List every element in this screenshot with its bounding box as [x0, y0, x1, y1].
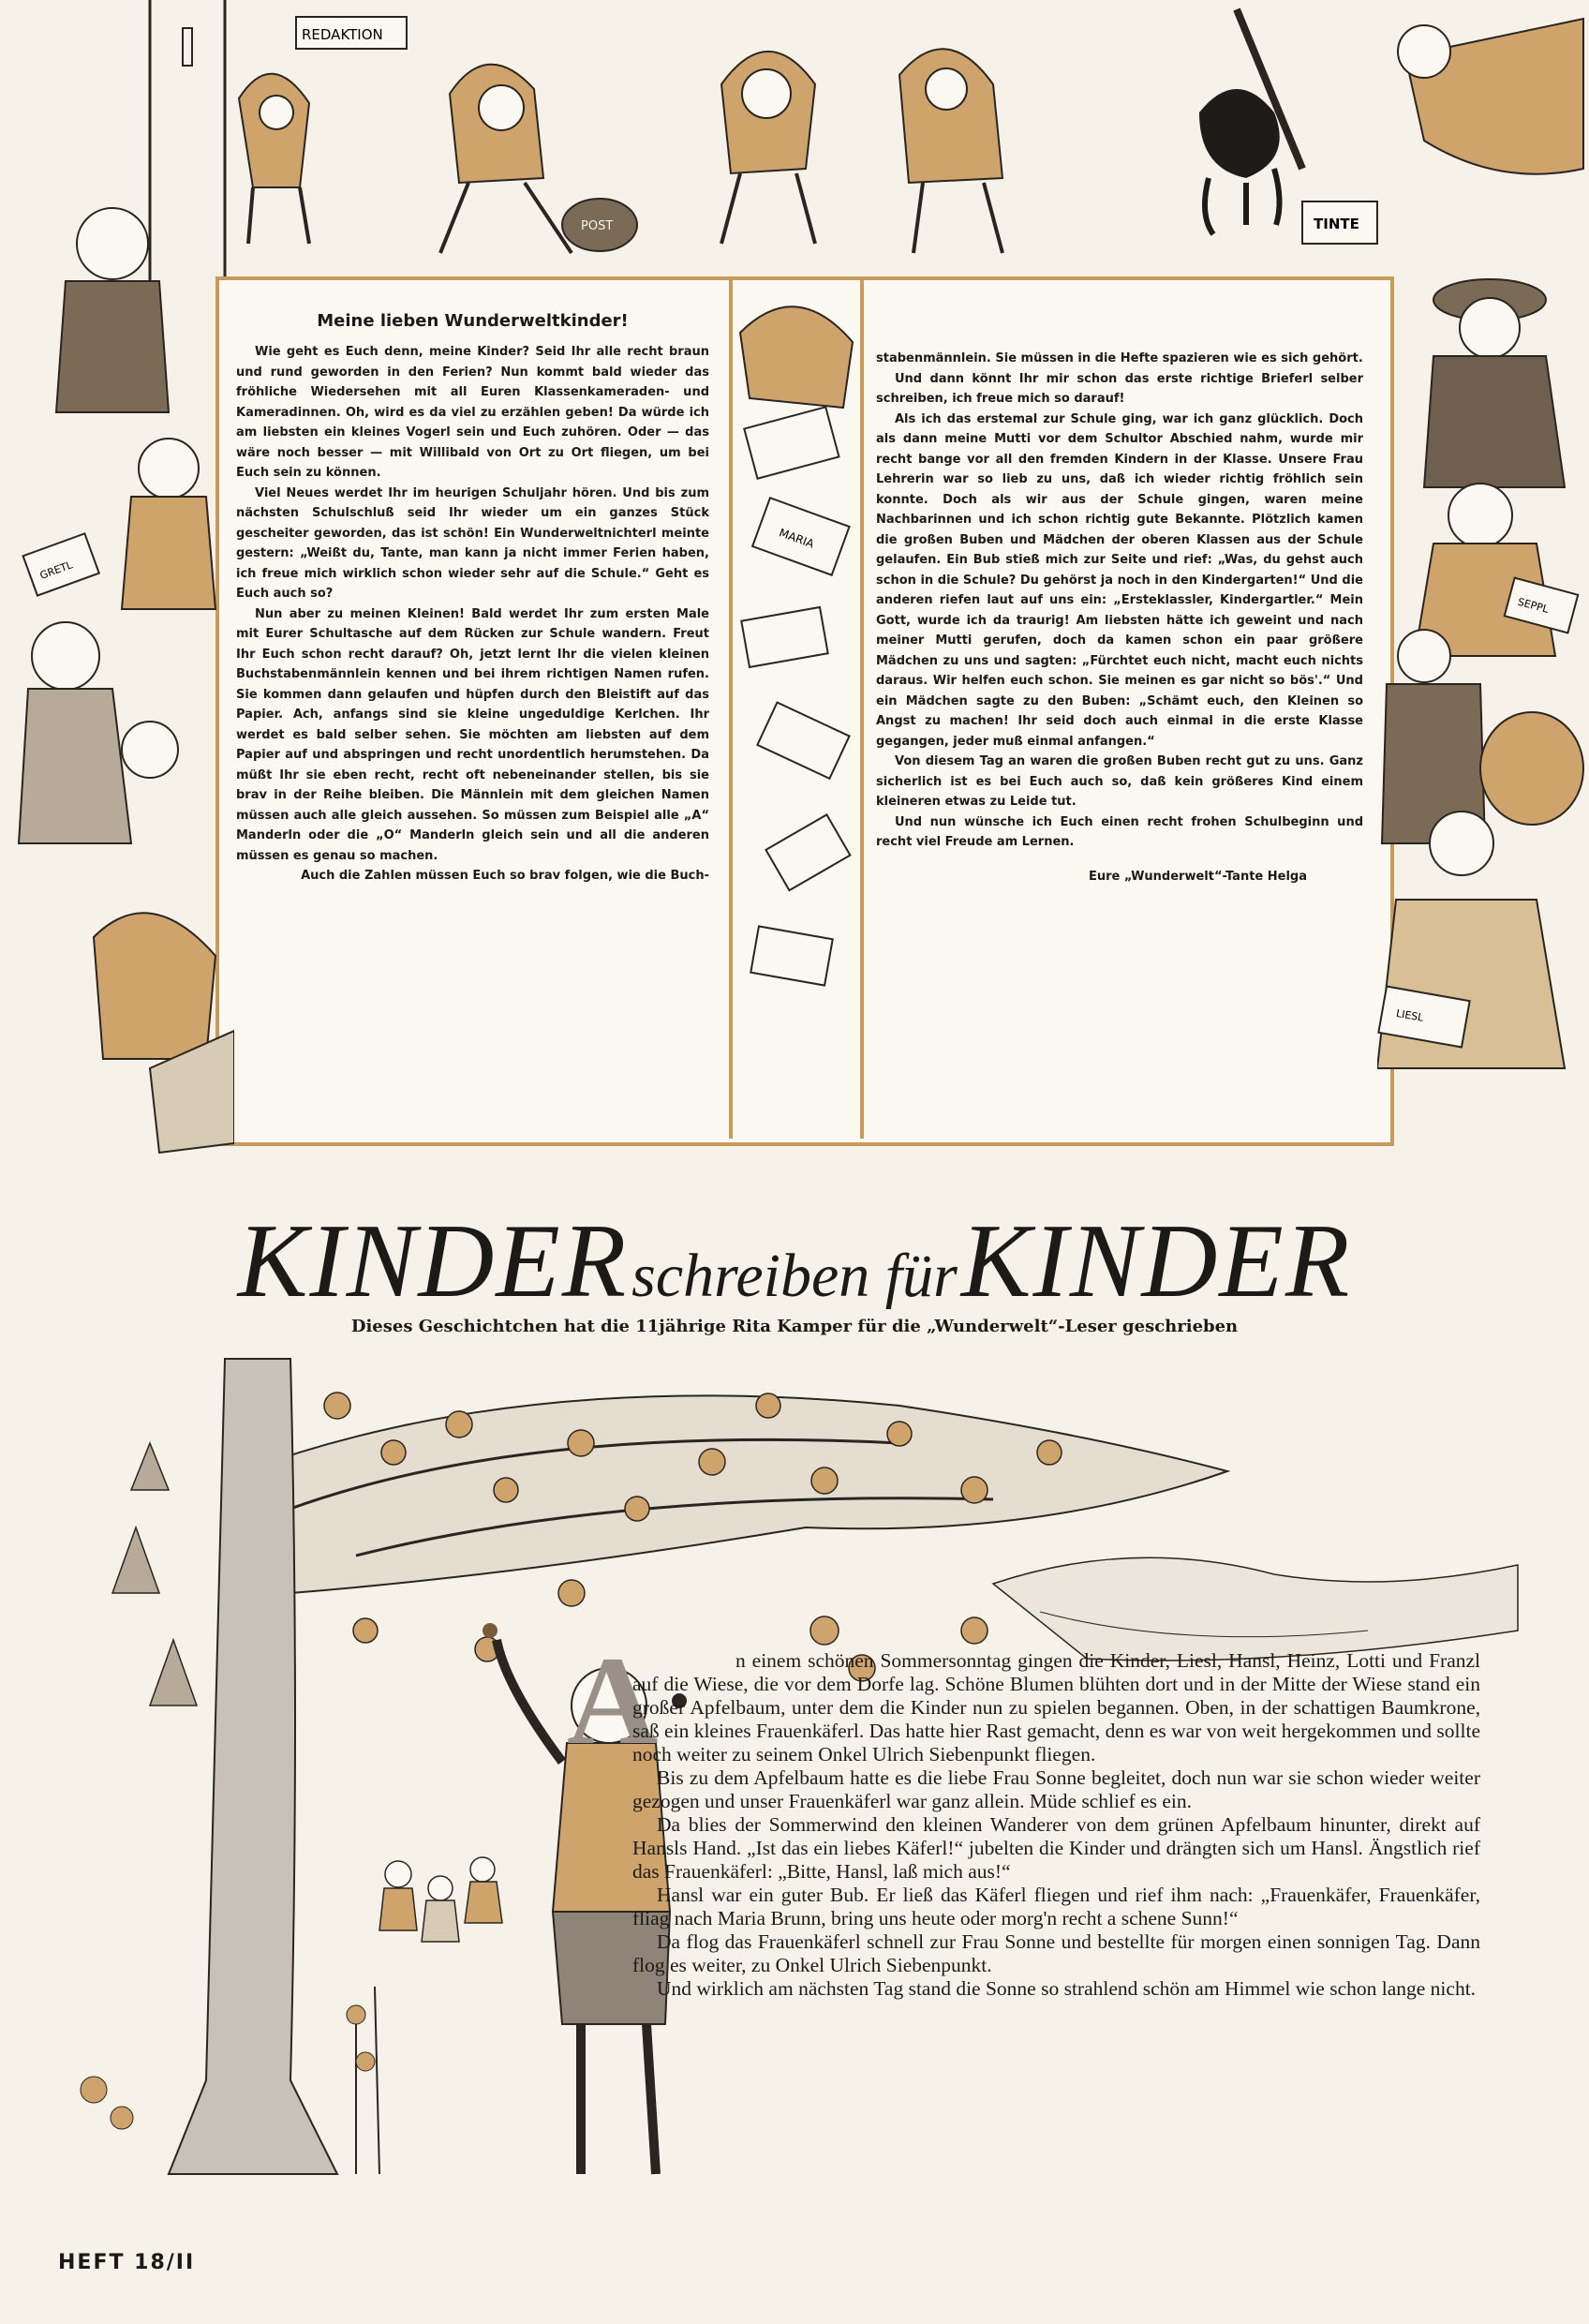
issue-number: HEFT 18/II [58, 2251, 196, 2274]
letter-paragraph: Auch die Zahlen müssen Euch so brav folgen, wie die Buch- [301, 869, 709, 883]
story-dropcap: A [567, 1631, 659, 1771]
top-illustration [0, 0, 1589, 281]
ink-box-text: TINTE [1314, 216, 1359, 232]
letter-heading: Meine lieben Wunderweltkinder! [317, 311, 629, 331]
title-kinder-2: KINDER [960, 1203, 1352, 1319]
story-paragraph: Da flog das Frauenkäferl schnell zur Frau Sonne und bestellte für morgen einen sonnigen Tag. Dann flog es weiter, zu Onkel Ulrich Siebenpunkt. [632, 1930, 1480, 1976]
story-paragraph: Da blies der Sommerwind den kleinen Wanderer von dem grünen Apfelbaum hinunter, direkt auf Hansls Hand. „Ist das ein liebes Käferl!“ jubelten die Kinder und drängten sich um Hansl. Ängstlich rief das Frauenkäferl: „Bitte, Hansl, laß mich aus!“ [632, 1813, 1480, 1883]
letter-maria-text: MARIA [777, 526, 816, 551]
section-title [0, 1203, 1589, 1319]
story-paragraph: Und wirklich am nächsten Tag stand die Sonne so strahlend schön am Himmel wie schon lange nicht. [657, 1977, 1477, 2000]
title-kinder-1: KINDER [237, 1203, 629, 1319]
letter-paragraph: Nun aber zu meinen Kleinen! Bald werdet Ihr zum ersten Male mit Eurer Schultasche auf dem Rücken zur Schule wandern. Freut Ihr Euch schon recht darauf? Oh, jetzt lernt Ihr die vielen kleinen Buchstabenmännlein kennen und bei ihrem richtigen Namen rufen. Sie kommen dann gelaufen und hüpfen durch den Bleistift auf das Papier. Ach, anfangs sind sie kleine ungeduldige Kerlchen. Ihr werdet es bald selber sehen. Sie möchten am liebsten auf dem Papier auf und abspringen und recht unordentlich herumstehen. Da müßt Ihr sie eben recht, recht oft nebeneinander stellen, bis sie brav in der Reihe bleiben. Die Männlein mit dem gleichen Namen müssen auch alle gleich aussehen. So müssen zum Beispiel alle „A“ Manderln oder die „O“ Manderln gleich sein und all die anderen müssen es genau so machen. [236, 606, 709, 863]
letter-paragraph: Und nun wünsche ich Euch einen recht frohen Schulbeginn und recht viel Freude am Lernen. [876, 814, 1363, 849]
sack-post-text: POST [581, 219, 614, 233]
letter-page-left [236, 292, 709, 1117]
letter-paragraph: Wie geht es Euch denn, meine Kinder? Seid Ihr alle recht braun und rund geworden in den Ferien? Nun kommt bald wieder das fröhliche Wiedersehen mit all Euren Klassenkameraden- und Kameradinnen. Oh, wird es da viel zu erzählen geben! Da würde ich am liebsten ein kleines Vogerl sein und Euch zuhören. Oder — das wäre noch besser — mit Willibald von Ort zu Ort fliegen, um bei Euch sein zu können. [236, 345, 709, 480]
story-paragraph: n einem schönen Sommersonntag gingen die Kinder, Liesl, Hansl, Heinz, Lotti und Franzl auf die Wiese, die vor dem Dorfe lag. Schöne Blumen blühten dort und in der Mitte der Wiese stand ein großer Apfelbaum, unter dem die Kinder nun zu spielen begannen. Oben, in der schattigen Baumkrone, saß ein kleines Frauenkäferl. Das hatte hier Rast gemacht, denn es war von weit hergekommen und sollte noch weiter zu seinem Onkel Ulrich Siebenpunkt fliegen. [632, 1649, 1480, 1765]
letter-paragraph: stabenmännlein. Sie müssen in die Hefte spazieren wie es sich gehört. [876, 351, 1363, 365]
story-text [632, 1649, 1480, 2001]
letter-paragraph: Als ich das erstemal zur Schule ging, war ich ganz glücklich. Doch als dann meine Mutti vor dem Schultor Abschied nahm, wurde mir recht bange vor all den fremden Kindern in der Klasse. Unsere Frau Lehrerin war so lieb zu uns, daß ich wieder richtig fröhlich sein konnte. Doch als wir aus der Schule gingen, waren meine Nachbarinnen und ich schon richtig gute Bekannte. Plötzlich kamen die großen Buben und Mädchen der oberen Klassen aus der Schule gelaufen. Ein Bub stieß mich zur Seite und rief: „Was, du gehst auch schon in die Schule? Du gehörst ja noch in den Kindergarten!“ Und die anderen riefen laut auf uns ein: „Ersteklassler, Kindergartler.“ Mein Gott, wurde ich da traurig! Am liebsten hätte ich geweint und nach meiner Mutti gerufen, doch da kamen schon ein paar größere Mädchen zu uns und sagten: „Fürchtet euch nicht, macht euch nichts daraus. Wir helfen euch schon. Sie meinen es gar nicht so bös'.“ Und ein Mädchen sagte zu den Buben: „Schämt euch, den Kleinen so Angst zu machen! Ihr seid doch auch einmal in die erste Klasse gegangen, jeder muß einmal anfangen.“ [876, 411, 1363, 749]
letter-seppl-text: SEPPL [1516, 595, 1551, 616]
letter-gretl-text: GRETL [37, 559, 75, 582]
right-children-illustration [1377, 244, 1589, 1199]
letter-liesl-text: LIESL [1395, 1006, 1425, 1024]
letter-signature: Eure „Wunderwelt“-Tante Helga [1089, 869, 1307, 884]
letter-spine-illustration [721, 276, 871, 1148]
letter-paragraph: Von diesem Tag an waren die großen Buben recht gut zu uns. Ganz sicherlich ist es bei Euch auch so, daß kein größeres Kind einem kleineren etwas zu Leide tut. [876, 754, 1363, 809]
section-subtitle: Dieses Geschichtchen hat die 11jährige Rita Kamper für die „Wunderwelt“-Leser geschrieben [350, 1317, 1239, 1336]
left-children-illustration [0, 169, 234, 1199]
door-sign-text: REDAKTION [302, 26, 383, 43]
letter-paragraph: Viel Neues werdet Ihr im heurigen Schuljahr hören. Und bis zum nächsten Schulschluß seid Ihr wieder um ein ganzes Stück gescheiter geworden, das ist schön! Ein Wunderweltnichterl meinte gestern: „Weißt du, Tante, man kann ja nicht immer Ferien haben, ich freue mich wirklich schon wieder sehr auf die Schule.“ Geht es Euch auch so? [236, 485, 709, 601]
letter-page-right [876, 292, 1363, 1117]
letter-paragraph: Und dann könnt Ihr mir schon das erste richtige Brieferl selber schreiben, ich freue mich so darauf! [876, 371, 1363, 406]
story-paragraph: Bis zu dem Apfelbaum hatte es die liebe Frau Sonne begleitet, doch nun war sie schon wieder weiter gezogen und unser Frauenkäferl war ganz allein. Müde schlief es ein. [632, 1766, 1480, 1812]
title-schreiben-fuer: schreiben für [631, 1242, 958, 1310]
story-paragraph: Hansl war ein guter Bub. Er ließ das Käferl fliegen und rief ihm nach: „Frauenkäfer, Frauenkäfer, fliag nach Maria Brunn, bring uns heute oder morg'n recht a schene Sunn!“ [632, 1884, 1480, 1929]
